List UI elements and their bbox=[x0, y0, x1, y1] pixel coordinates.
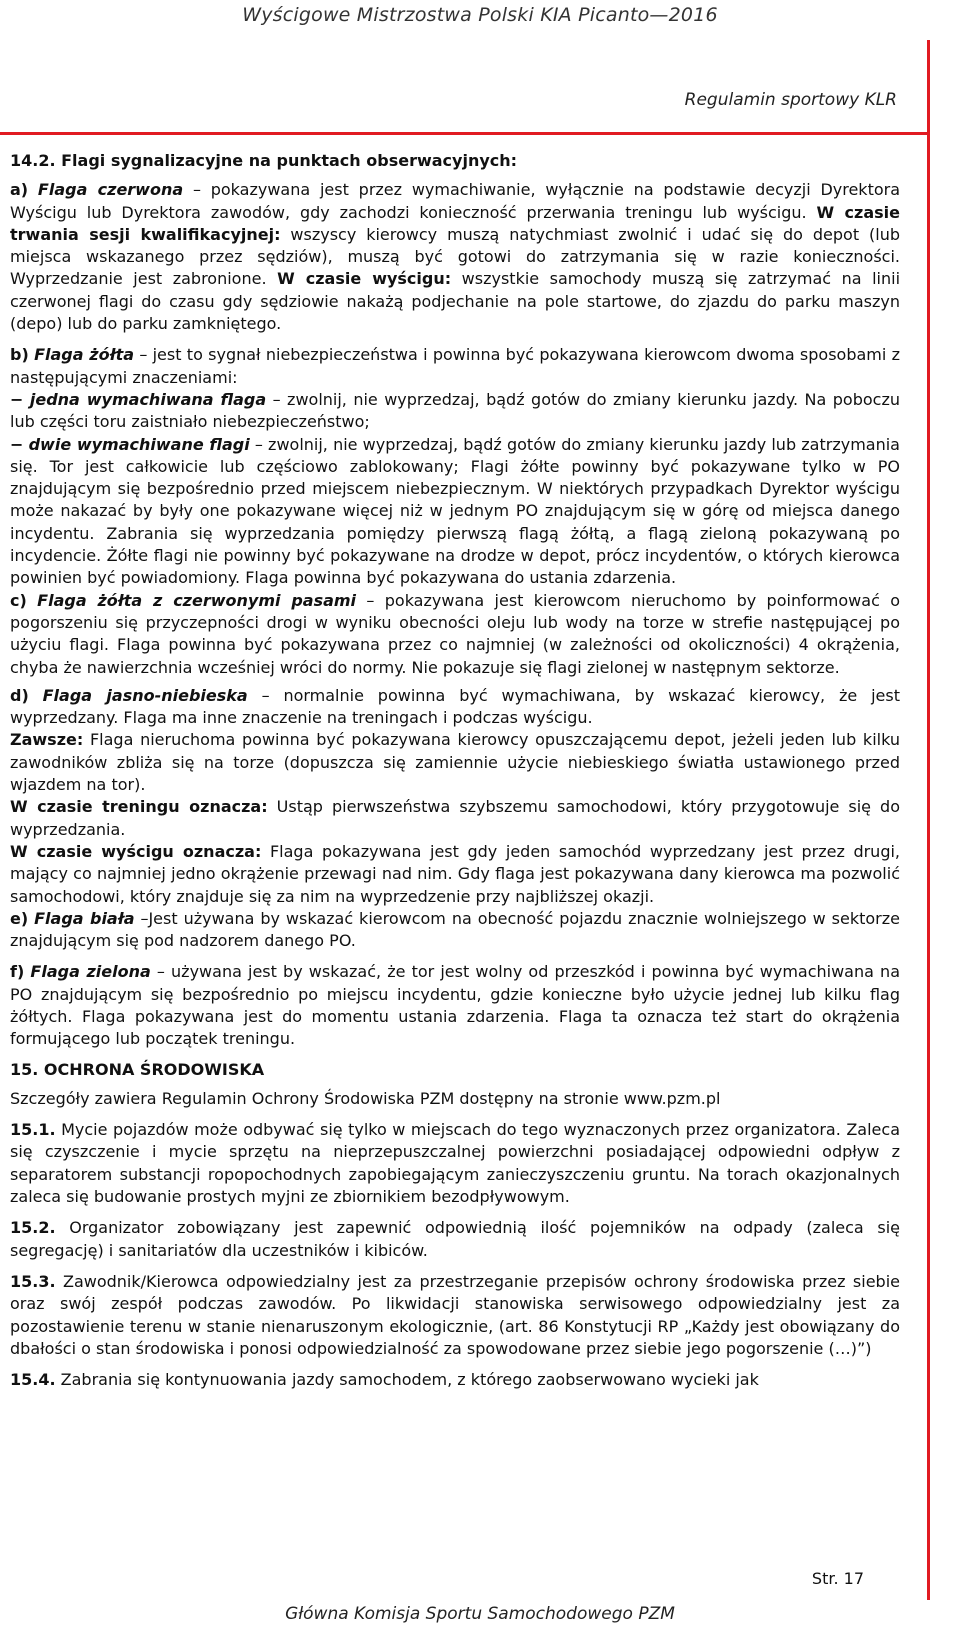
flag-yellow-red-text: – pokazywana jest kierowcom nieruchomo by poinformować o pogorszeniu się przyczepności drogi w wyniku obecności oleju lub wody na torze w strefie następującej po użyciu flagi. Flaga powinna być pokazywana przez co najmniej (w zależności od okoliczności) 4 okrążenia, chyba że nawierzchnia wcześniej wróci do normy. Nie pokazuje się flagi zielonej w następnym sektorze. bbox=[10, 590, 900, 677]
flag-yellow-single-item bbox=[10, 389, 900, 434]
flag-yellow-red-paragraph bbox=[10, 590, 900, 679]
document-header-subtitle: Regulamin sportowy KLR bbox=[684, 90, 897, 110]
race-label: W czasie wyścigu: bbox=[277, 269, 452, 289]
paragraph-15-2-number: 15.2. bbox=[10, 1218, 56, 1238]
flag-blue-paragraph bbox=[10, 685, 900, 730]
flag-red-text-2: wszyscy kierowcy muszą natychmiast zwolnić i udać się do depot (lub miejsca wskazanego przez sędziów), muszą być gotowi do zatrzymania się w razie konieczności. Wyprzedzanie jest zabronione. bbox=[10, 224, 900, 289]
paragraph-15-3 bbox=[10, 1271, 900, 1360]
section-15-heading: 15. OCHRONA ŚRODOWISKA bbox=[10, 1059, 265, 1079]
flag-white-text: –Jest używana by wskazać kierowcom na obecność pojazdu znacznie wolniejszego w sektorze znajdującym się pod nadzorem danego PO. bbox=[10, 908, 901, 951]
header-rule-horizontal bbox=[0, 132, 930, 135]
paragraph-15-1 bbox=[10, 1119, 900, 1208]
section-15-intro: Szczegóły zawiera Regulamin Ochrony Środowiska PZM dostępny na stronie www.pzm.pl bbox=[10, 1088, 721, 1108]
paragraph-15-3-text: Zawodnik/Kierowca odpowiedzialny jest za przestrzeganie przepisów ochrony środowiska przez siebie oraz swój zespół podczas zawodów. Po likwidacji stanowiska serwisowego odpowiedzialny jest za pozostawienie terenu w stanie nienaruszonym ekologicznie, (art. 86 Konstytucji RP „Każdy jest obowiązany do dbałości o stan środowiska i ponosi odpowiedzialność za spowodowane przez siebie jego pogorszenie (…)”) bbox=[10, 1271, 900, 1358]
paragraph-15-3-number: 15.3. bbox=[10, 1271, 56, 1291]
flag-red-paragraph bbox=[10, 179, 900, 335]
dash-bullet: − bbox=[10, 434, 24, 454]
flag-blue-always bbox=[10, 729, 900, 796]
double-waved-flag-text: – zwolnij, nie wyprzedzaj, bądź gotów do zmiany kierunku jazdy lub zatrzymania się. Tor jest całkowicie lub częściowo zablokowany; Flagi żółte powinny być pokazywane tylko w PO znajdującym się bezpośrednio przed miejscem niebezpiecznym. W niektórych przypadkach Dyrektor wyścigu może nakazać by były one pokazywane więcej niż w jednym PO znajdującym się w górę od miejsca danego incydentu. Zabrania się wyprzedzania pomiędzy pierwszą flagą żółtą, a flagą zieloną pokazywaną po incydencie. Żółte flagi nie powinny być pokazywane na drodze w depot, prócz incydentów, o których kierowca powinien być powiadomiony. Flaga powinna być pokazywana do ustania zdarzenia. bbox=[10, 434, 900, 588]
section-14-2-heading: 14.2. Flagi sygnalizacyjne na punktach obserwacyjnych: bbox=[10, 151, 518, 170]
item-label-e: e) bbox=[10, 908, 29, 928]
document-footer: Główna Komisja Sportu Samochodowego PZM bbox=[285, 1604, 675, 1624]
flag-blue-race bbox=[10, 841, 900, 908]
flag-yellow-text: – jest to sygnał niebezpieczeństwa i powinna być pokazywana kierowcom dwoma sposobami z następującymi znaczeniami: bbox=[10, 345, 901, 387]
training-text: Ustąp pierwszeństwa szybszemu samochodowi, który przygotowuje się do wyprzedzania. bbox=[10, 797, 900, 839]
item-label-a: a) bbox=[10, 180, 29, 200]
flag-white-title: Flaga biała bbox=[34, 908, 135, 928]
always-text: Flaga nieruchoma powinna być pokazywana kierowcy opuszczającemu depot, jeżeli jeden lub kilku zawodników zbliża się na torze (dopuszcza się zamiennie użycie niebieskiego światła ustawionego przed wjazdem na tor). bbox=[10, 730, 900, 795]
double-waved-flag-title: dwie wymachiwane flagi bbox=[28, 434, 250, 454]
paragraph-15-1-number: 15.1. bbox=[10, 1120, 56, 1140]
item-label-c: c) bbox=[10, 590, 27, 610]
flag-green-title: Flaga zielona bbox=[30, 962, 151, 982]
flag-yellow-double-item bbox=[10, 434, 900, 590]
flag-white-paragraph bbox=[10, 908, 900, 953]
qualifying-session-label: W czasie trwania sesji kwalifikacyjnej: bbox=[10, 202, 901, 244]
race-meaning-label: W czasie wyścigu oznacza: bbox=[10, 841, 262, 861]
dash-bullet: − bbox=[10, 389, 24, 409]
single-waved-flag-text: – zwolnij, nie wyprzedzaj, bądź gotów do zmiany kierunku jazdy. Na poboczu lub części toru zaistniało niebezpieczeństwo; bbox=[10, 389, 901, 432]
margin-rule-vertical bbox=[927, 40, 930, 1600]
flag-red-text-3: wszystkie samochody muszą się zatrzymać na linii czerwonej flagi do czasu gdy sędziowie nakażą podjechanie na pole startowe, do zjazdu do parku maszyn (depo) lub do parku zamkniętego. bbox=[10, 269, 901, 334]
flag-green-paragraph bbox=[10, 961, 900, 1050]
paragraph-15-1-text: Mycie pojazdów może odbywać się tylko w miejscach do tego wyznaczonych przez organizatora. Zaleca się czyszczenie i mycie sprzętu na nieprzepuszczalnej powierzchni posiadającej odpowiedni odpływ z separatorem substancji ropopochodnych zapobiegającym zanieczyszczeniu gruntu. Na torach okazjonalnych zaleca się budowanie prostych myjni ze zbiornikiem bezodpływowym. bbox=[10, 1120, 900, 1207]
flag-yellow-title: Flaga żółta bbox=[34, 345, 135, 365]
flag-blue-title: Flaga jasno-niebieska bbox=[42, 685, 248, 705]
flag-blue-training bbox=[10, 796, 900, 841]
flag-yellow-red-title: Flaga żółta z czerwonymi pasami bbox=[37, 590, 357, 610]
training-label: W czasie treningu oznacza: bbox=[10, 797, 268, 817]
always-label: Zawsze: bbox=[10, 730, 84, 750]
single-waved-flag-title: jedna wymachiwana flaga bbox=[29, 389, 267, 409]
item-label-b: b) bbox=[10, 345, 29, 365]
paragraph-15-4-number: 15.4. bbox=[10, 1370, 56, 1390]
flag-yellow-paragraph bbox=[10, 344, 900, 389]
flag-red-title: Flaga czerwona bbox=[37, 180, 184, 200]
item-label-d: d) bbox=[10, 685, 29, 705]
flag-blue-text: – normalnie powinna być wymachiwana, by wskazać kierowcy, że jest wyprzedzany. Flaga ma inne znaczenie na treningach i podczas wyścigu. bbox=[10, 685, 900, 728]
document-header-title: Wyścigowe Mistrzostwa Polski KIA Picanto—2016 bbox=[242, 4, 718, 26]
race-meaning-text: Flaga pokazywana jest gdy jeden samochód wyprzedzany jest przez drugi, mający co najmniej jedno okrążenie przewagi nad nim. Gdy flaga jest pokazywana dany kierowca ma pozwolić samochodowi, który znajduje się za nim na wyprzedzenie przy najbliższej okazji. bbox=[10, 841, 901, 906]
page-content bbox=[10, 150, 900, 1391]
paragraph-15-4 bbox=[10, 1369, 900, 1391]
item-label-f: f) bbox=[10, 962, 25, 982]
paragraph-15-2-text: Organizator zobowiązany jest zapewnić odpowiednią ilość pojemników na odpady (zaleca się segregację) i sanitariatów dla uczestników i kibiców. bbox=[10, 1218, 900, 1260]
flag-green-text: – używana jest by wskazać, że tor jest wolny od przeszkód i powinna być wymachiwana na PO znajdującym się bezpośrednio po miejscu incydentu, gdzie konieczne było użycie jednej lub kilku flag żółtych. Flaga pokazywana jest do momentu ustania zdarzenia. Flaga ta oznacza też start do okrążenia formującego lub początek treningu. bbox=[10, 962, 900, 1049]
page-number: Str. 17 bbox=[811, 1569, 864, 1588]
flag-red-text-1: – pokazywana jest przez wymachiwanie, wyłącznie na podstawie decyzji Dyrektora Wyścigu lub Dyrektora zawodów, gdy zachodzi konieczność przerwania treningu lub wyścigu. bbox=[10, 180, 901, 222]
paragraph-15-4-text: Zabrania się kontynuowania jazdy samochodem, z którego zaobserwowano wycieki jak bbox=[55, 1370, 759, 1390]
paragraph-15-2 bbox=[10, 1217, 900, 1262]
